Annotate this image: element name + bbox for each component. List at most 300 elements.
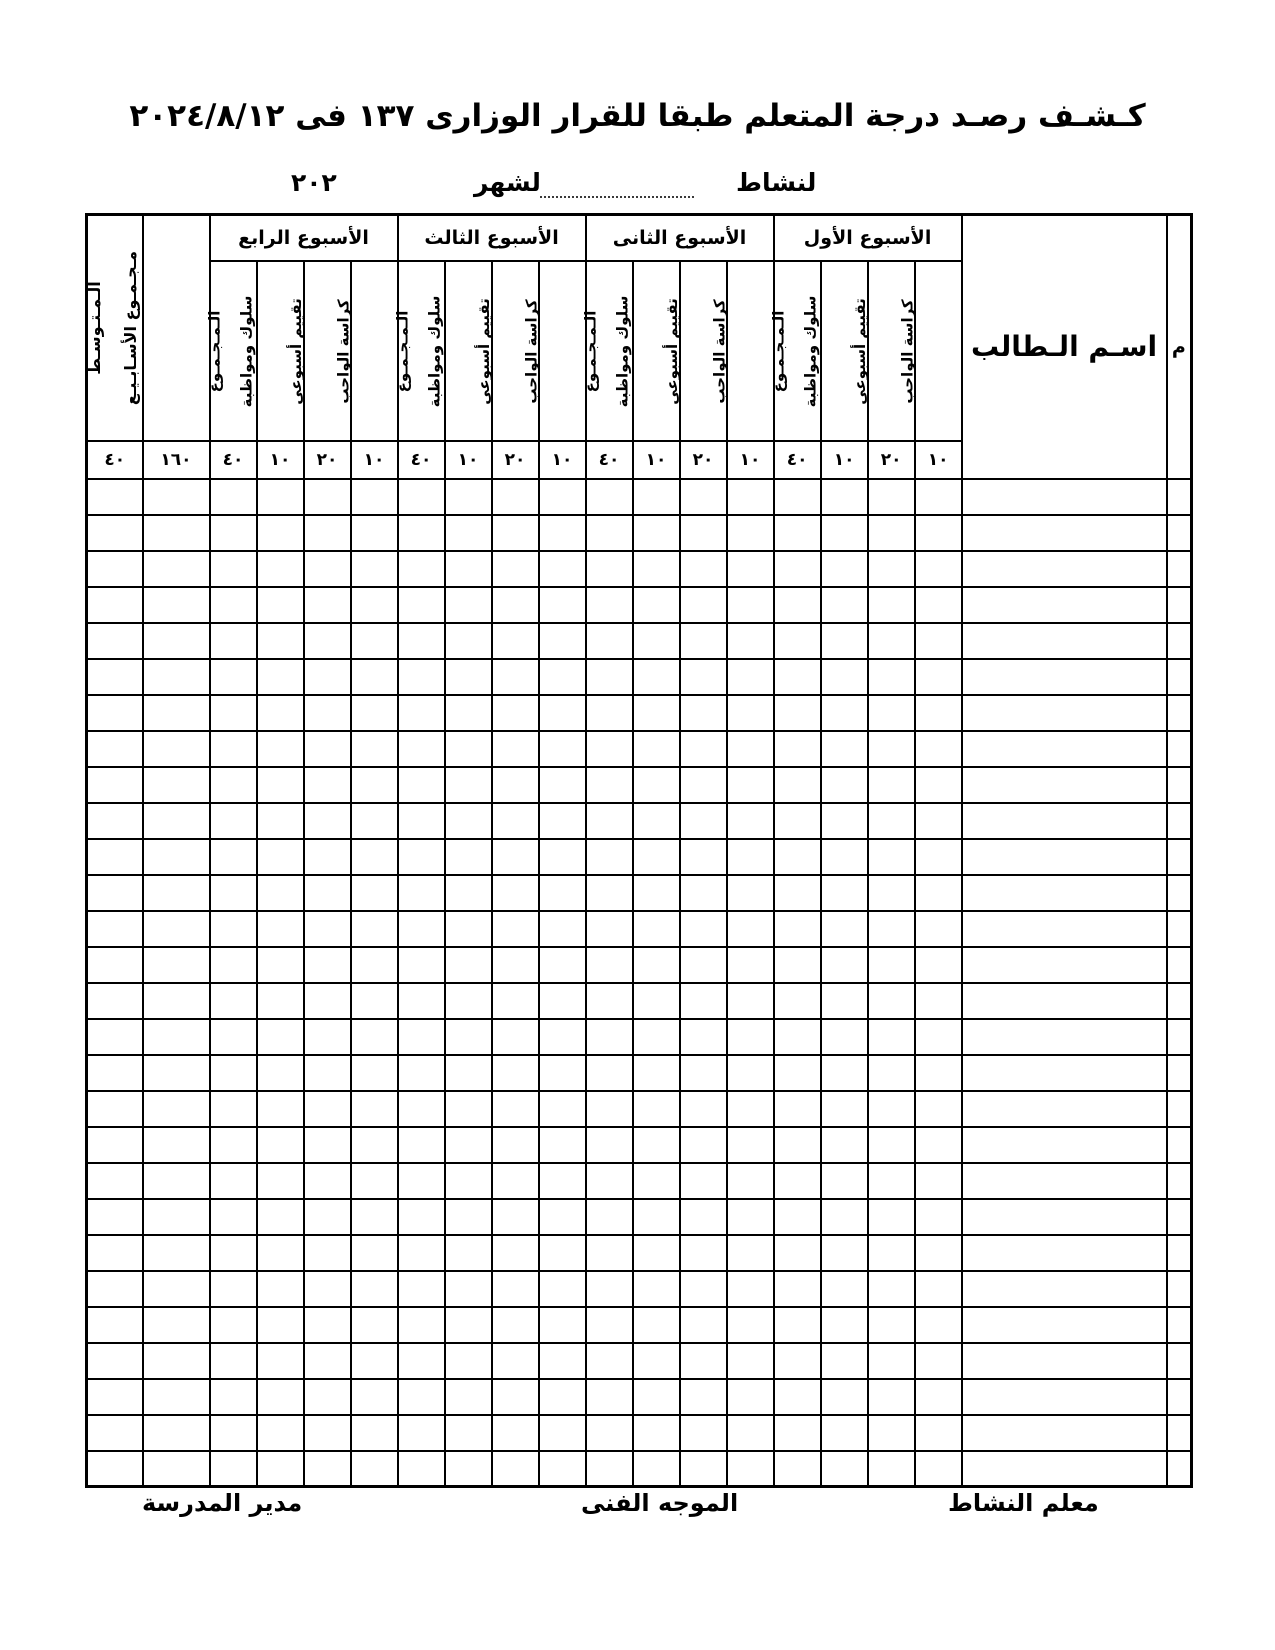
week-total-cell — [586, 479, 633, 515]
assessment-score-cell — [304, 983, 351, 1019]
homework-score-cell — [915, 1091, 962, 1127]
week2-behavior-max: ١٠ — [633, 441, 680, 479]
behavior-score-cell — [821, 551, 868, 587]
behavior-score-cell — [633, 659, 680, 695]
week-total-cell — [774, 911, 821, 947]
week-total-cell — [398, 479, 445, 515]
behavior-score-cell — [633, 1163, 680, 1199]
week-total-cell — [774, 1019, 821, 1055]
week1-behavior-max: ١٠ — [821, 441, 868, 479]
week-total-cell — [586, 1343, 633, 1379]
homework-score-cell — [915, 623, 962, 659]
homework-score-cell — [915, 1019, 962, 1055]
homework-score-cell — [539, 947, 586, 983]
homework-score-cell — [915, 695, 962, 731]
table-row — [87, 695, 1192, 731]
assessment-score-cell — [492, 551, 539, 587]
assessment-score-cell — [868, 1307, 915, 1343]
homework-score-cell — [915, 1163, 962, 1199]
week-total-cell — [398, 803, 445, 839]
serial-cell — [1167, 1307, 1192, 1343]
homework-score-cell — [539, 911, 586, 947]
average-cell — [87, 1055, 143, 1091]
week-total-cell — [398, 1271, 445, 1307]
behavior-score-cell — [257, 1199, 304, 1235]
week-total-cell — [774, 1091, 821, 1127]
behavior-score-cell — [257, 659, 304, 695]
homework-score-cell — [539, 1199, 586, 1235]
table-row — [87, 1415, 1192, 1451]
assessment-score-cell — [680, 1055, 727, 1091]
assessment-score-cell — [868, 839, 915, 875]
student-name-cell — [962, 1451, 1167, 1487]
average-cell — [87, 659, 143, 695]
assessment-score-cell — [304, 551, 351, 587]
week-total-cell — [586, 1199, 633, 1235]
behavior-score-cell — [821, 1271, 868, 1307]
week-total-cell — [586, 1235, 633, 1271]
week-total-cell — [586, 1127, 633, 1163]
behavior-score-cell — [257, 1235, 304, 1271]
assessment-score-cell — [492, 803, 539, 839]
homework-score-cell — [351, 1127, 398, 1163]
homework-score-cell — [539, 515, 586, 551]
weeks-total-cell — [143, 1163, 210, 1199]
week-total-cell — [398, 767, 445, 803]
week4-homework-header: كراسة الواجب — [351, 261, 398, 441]
week-total-cell — [210, 1055, 257, 1091]
behavior-score-cell — [445, 1091, 492, 1127]
homework-score-cell — [539, 551, 586, 587]
behavior-score-cell — [445, 1127, 492, 1163]
week-total-cell — [774, 587, 821, 623]
homework-score-cell — [539, 1451, 586, 1487]
week-total-cell — [210, 1415, 257, 1451]
week-total-cell — [210, 731, 257, 767]
homework-score-cell — [915, 947, 962, 983]
homework-score-cell — [351, 1343, 398, 1379]
homework-score-cell — [727, 1307, 774, 1343]
student-name-cell — [962, 1019, 1167, 1055]
week-total-cell — [774, 1163, 821, 1199]
average-cell — [87, 767, 143, 803]
table-row — [87, 1271, 1192, 1307]
week-total-cell — [774, 659, 821, 695]
week-total-cell — [398, 587, 445, 623]
average-cell — [87, 695, 143, 731]
homework-score-cell — [351, 551, 398, 587]
assessment-score-cell — [492, 623, 539, 659]
average-cell — [87, 1127, 143, 1163]
assessment-score-cell — [680, 983, 727, 1019]
homework-score-cell — [351, 479, 398, 515]
table-row — [87, 731, 1192, 767]
assessment-score-cell — [304, 1199, 351, 1235]
homework-score-cell — [539, 695, 586, 731]
behavior-score-cell — [445, 911, 492, 947]
weeks-total-cell — [143, 695, 210, 731]
weeks-total-cell — [143, 839, 210, 875]
assessment-score-cell — [680, 1415, 727, 1451]
assessment-score-cell — [492, 911, 539, 947]
behavior-score-cell — [445, 839, 492, 875]
assessment-score-cell — [868, 1343, 915, 1379]
assessment-score-cell — [680, 1019, 727, 1055]
weeks-total-cell — [143, 1451, 210, 1487]
assessment-score-cell — [680, 623, 727, 659]
average-cell — [87, 479, 143, 515]
week-total-cell — [398, 515, 445, 551]
average-cell — [87, 983, 143, 1019]
week-total-cell — [398, 1235, 445, 1271]
assessment-score-cell — [868, 1379, 915, 1415]
week1-behavior-header: سلوك ومواظبة — [821, 261, 868, 441]
assessment-score-cell — [868, 1091, 915, 1127]
homework-score-cell — [351, 1235, 398, 1271]
homework-score-cell — [915, 515, 962, 551]
behavior-score-cell — [821, 767, 868, 803]
behavior-score-cell — [633, 1235, 680, 1271]
table-row — [87, 911, 1192, 947]
assessment-score-cell — [492, 1091, 539, 1127]
homework-score-cell — [351, 767, 398, 803]
weeks-total-cell — [143, 1127, 210, 1163]
form-title: كـشـف رصـد درجة المتعلم طبقا للقرار الوزارى ١٣٧ فى ٢٠٢٤/٨/١٢ — [129, 98, 1146, 134]
homework-score-cell — [727, 1343, 774, 1379]
weeks-total-cell — [143, 1307, 210, 1343]
assessment-score-cell — [868, 659, 915, 695]
behavior-score-cell — [821, 911, 868, 947]
table-row — [87, 1451, 1192, 1487]
week-total-cell — [774, 695, 821, 731]
week3-behavior-max: ١٠ — [445, 441, 492, 479]
assessment-score-cell — [680, 875, 727, 911]
homework-score-cell — [351, 1415, 398, 1451]
week-total-cell — [398, 911, 445, 947]
behavior-score-cell — [821, 1091, 868, 1127]
assessment-score-cell — [868, 1451, 915, 1487]
homework-score-cell — [915, 1235, 962, 1271]
homework-score-cell — [539, 1019, 586, 1055]
table-row — [87, 1199, 1192, 1235]
week-total-cell — [398, 695, 445, 731]
student-name-cell — [962, 1163, 1167, 1199]
week-total-cell — [774, 551, 821, 587]
average-cell — [87, 1343, 143, 1379]
month-label: لشهر — [474, 168, 541, 197]
week-total-cell — [398, 623, 445, 659]
behavior-score-cell — [445, 1163, 492, 1199]
serial-cell — [1167, 947, 1192, 983]
serial-cell — [1167, 515, 1192, 551]
average-cell — [87, 515, 143, 551]
serial-cell — [1167, 803, 1192, 839]
behavior-score-cell — [821, 1451, 868, 1487]
assessment-score-cell — [304, 1091, 351, 1127]
assessment-score-cell — [492, 1307, 539, 1343]
assessment-score-cell — [304, 803, 351, 839]
student-name-cell — [962, 587, 1167, 623]
behavior-score-cell — [445, 479, 492, 515]
week-total-cell — [398, 1451, 445, 1487]
homework-score-cell — [915, 1271, 962, 1307]
homework-score-cell — [539, 623, 586, 659]
week-total-cell — [774, 803, 821, 839]
homework-score-cell — [727, 1271, 774, 1307]
week-total-cell — [586, 1019, 633, 1055]
homework-score-cell — [727, 623, 774, 659]
week-total-cell — [774, 1343, 821, 1379]
homework-score-cell — [539, 1235, 586, 1271]
homework-score-cell — [727, 767, 774, 803]
weeks-total-cell — [143, 1343, 210, 1379]
behavior-score-cell — [257, 767, 304, 803]
week1-total-header: الـمـجـمـوع — [774, 261, 821, 441]
behavior-score-cell — [821, 803, 868, 839]
technical-supervisor-signature-label: الموجه الفنى — [581, 1489, 739, 1517]
week-total-cell — [586, 947, 633, 983]
table-row — [87, 983, 1192, 1019]
student-name-cell — [962, 1379, 1167, 1415]
behavior-score-cell — [633, 839, 680, 875]
behavior-score-cell — [633, 911, 680, 947]
week-total-cell — [398, 1307, 445, 1343]
week2-homework-max: ١٠ — [727, 441, 774, 479]
week-total-cell — [586, 839, 633, 875]
homework-score-cell — [351, 659, 398, 695]
week2-homework-header: كراسة الواجب — [727, 261, 774, 441]
week-total-cell — [586, 911, 633, 947]
student-name-cell — [962, 1415, 1167, 1451]
student-name-cell — [962, 551, 1167, 587]
homework-score-cell — [727, 911, 774, 947]
week-total-cell — [210, 1091, 257, 1127]
behavior-score-cell — [821, 983, 868, 1019]
assessment-score-cell — [304, 875, 351, 911]
assessment-score-cell — [680, 1163, 727, 1199]
week-total-cell — [210, 623, 257, 659]
serial-cell — [1167, 479, 1192, 515]
table-row — [87, 803, 1192, 839]
behavior-score-cell — [821, 1343, 868, 1379]
table-row — [87, 947, 1192, 983]
homework-score-cell — [351, 947, 398, 983]
week-total-cell — [398, 659, 445, 695]
assessment-score-cell — [868, 1271, 915, 1307]
week4-assessment-max: ٢٠ — [304, 441, 351, 479]
homework-score-cell — [727, 1199, 774, 1235]
homework-score-cell — [351, 1055, 398, 1091]
behavior-score-cell — [445, 551, 492, 587]
week2-behavior-header: سلوك ومواظبة — [633, 261, 680, 441]
homework-score-cell — [915, 479, 962, 515]
table-row — [87, 659, 1192, 695]
homework-score-cell — [727, 1055, 774, 1091]
homework-score-cell — [539, 1127, 586, 1163]
assessment-score-cell — [868, 515, 915, 551]
homework-score-cell — [915, 803, 962, 839]
homework-score-cell — [539, 803, 586, 839]
homework-score-cell — [539, 1415, 586, 1451]
behavior-score-cell — [445, 1451, 492, 1487]
week-total-cell — [774, 875, 821, 911]
assessment-score-cell — [492, 659, 539, 695]
behavior-score-cell — [445, 1379, 492, 1415]
assessment-score-cell — [680, 1235, 727, 1271]
week4-homework-max: ١٠ — [351, 441, 398, 479]
assessment-score-cell — [868, 479, 915, 515]
behavior-score-cell — [257, 1127, 304, 1163]
activity-fill-dots-line — [540, 170, 694, 198]
average-cell — [87, 1019, 143, 1055]
assessment-score-cell — [304, 1127, 351, 1163]
average-cell — [87, 1235, 143, 1271]
week3-assessment-max: ٢٠ — [492, 441, 539, 479]
week-total-cell — [210, 875, 257, 911]
assessment-score-cell — [492, 479, 539, 515]
student-name-cell — [962, 947, 1167, 983]
weeks-total-cell — [143, 983, 210, 1019]
assessment-score-cell — [868, 803, 915, 839]
homework-score-cell — [539, 1271, 586, 1307]
assessment-score-cell — [492, 1451, 539, 1487]
homework-score-cell — [539, 1307, 586, 1343]
week-total-cell — [210, 1307, 257, 1343]
week4-behavior-max: ١٠ — [257, 441, 304, 479]
behavior-score-cell — [821, 515, 868, 551]
week-total-cell — [586, 623, 633, 659]
behavior-score-cell — [633, 587, 680, 623]
assessment-score-cell — [680, 731, 727, 767]
activity-teacher-signature-label: معلم النشاط — [948, 1489, 1099, 1517]
week1-assessment-max: ٢٠ — [868, 441, 915, 479]
weeks-total-cell — [143, 947, 210, 983]
assessment-score-cell — [304, 1163, 351, 1199]
homework-score-cell — [539, 983, 586, 1019]
student-name-cell — [962, 983, 1167, 1019]
week1-total-max: ٤٠ — [774, 441, 821, 479]
assessment-score-cell — [680, 839, 727, 875]
table-row — [87, 1235, 1192, 1271]
week-total-cell — [586, 1163, 633, 1199]
homework-score-cell — [915, 875, 962, 911]
student-name-cell — [962, 803, 1167, 839]
serial-cell — [1167, 623, 1192, 659]
homework-score-cell — [727, 515, 774, 551]
assessment-score-cell — [680, 1307, 727, 1343]
week-total-cell — [774, 515, 821, 551]
week-total-cell — [398, 1199, 445, 1235]
assessment-score-cell — [868, 551, 915, 587]
assessment-score-cell — [868, 1055, 915, 1091]
assessment-score-cell — [492, 1199, 539, 1235]
behavior-score-cell — [821, 731, 868, 767]
serial-cell — [1167, 983, 1192, 1019]
serial-cell — [1167, 659, 1192, 695]
average-cell — [87, 731, 143, 767]
homework-score-cell — [351, 803, 398, 839]
homework-score-cell — [727, 1019, 774, 1055]
average-cell — [87, 1271, 143, 1307]
behavior-score-cell — [257, 1415, 304, 1451]
homework-score-cell — [351, 1091, 398, 1127]
behavior-score-cell — [445, 731, 492, 767]
week-total-cell — [774, 731, 821, 767]
table-row — [87, 875, 1192, 911]
homework-score-cell — [539, 587, 586, 623]
assessment-score-cell — [304, 623, 351, 659]
week-total-cell — [210, 1379, 257, 1415]
table-row — [87, 1019, 1192, 1055]
homework-score-cell — [915, 1127, 962, 1163]
week-total-cell — [398, 1127, 445, 1163]
homework-score-cell — [539, 875, 586, 911]
assessment-score-cell — [492, 1055, 539, 1091]
homework-score-cell — [915, 1343, 962, 1379]
week-total-cell — [210, 947, 257, 983]
assessment-score-cell — [868, 623, 915, 659]
week4-group-header: الأسبوع الرابع — [210, 215, 398, 261]
week-total-cell — [586, 1055, 633, 1091]
average-max: ٤٠ — [87, 441, 143, 479]
serial-cell — [1167, 587, 1192, 623]
table-row — [87, 515, 1192, 551]
assessment-score-cell — [868, 767, 915, 803]
behavior-score-cell — [633, 1019, 680, 1055]
assessment-score-cell — [492, 1379, 539, 1415]
week1-assessment-header: تقييم أسبوعى — [868, 261, 915, 441]
week-total-cell — [210, 1163, 257, 1199]
assessment-score-cell — [492, 695, 539, 731]
homework-score-cell — [351, 1379, 398, 1415]
behavior-score-cell — [633, 1379, 680, 1415]
assessment-score-cell — [492, 1127, 539, 1163]
homework-score-cell — [915, 1451, 962, 1487]
week3-assessment-header: تقييم أسبوعى — [492, 261, 539, 441]
student-name-cell — [962, 659, 1167, 695]
table-row — [87, 1163, 1192, 1199]
behavior-score-cell — [257, 479, 304, 515]
week-total-cell — [398, 731, 445, 767]
behavior-score-cell — [633, 1451, 680, 1487]
week-total-cell — [398, 1163, 445, 1199]
serial-cell — [1167, 551, 1192, 587]
homework-score-cell — [915, 1055, 962, 1091]
assessment-score-cell — [680, 767, 727, 803]
behavior-score-cell — [633, 767, 680, 803]
serial-cell — [1167, 839, 1192, 875]
serial-cell — [1167, 1091, 1192, 1127]
assessment-score-cell — [304, 695, 351, 731]
table-row — [87, 587, 1192, 623]
average-cell — [87, 1199, 143, 1235]
week-total-cell — [774, 947, 821, 983]
average-cell — [87, 803, 143, 839]
behavior-score-cell — [633, 1055, 680, 1091]
assessment-score-cell — [304, 731, 351, 767]
homework-score-cell — [351, 911, 398, 947]
behavior-score-cell — [257, 1379, 304, 1415]
behavior-score-cell — [445, 767, 492, 803]
assessment-score-cell — [680, 1199, 727, 1235]
homework-score-cell — [915, 659, 962, 695]
assessment-score-cell — [680, 1343, 727, 1379]
behavior-score-cell — [633, 1091, 680, 1127]
assessment-score-cell — [304, 1271, 351, 1307]
week-total-cell — [586, 1307, 633, 1343]
homework-score-cell — [915, 839, 962, 875]
behavior-score-cell — [445, 983, 492, 1019]
